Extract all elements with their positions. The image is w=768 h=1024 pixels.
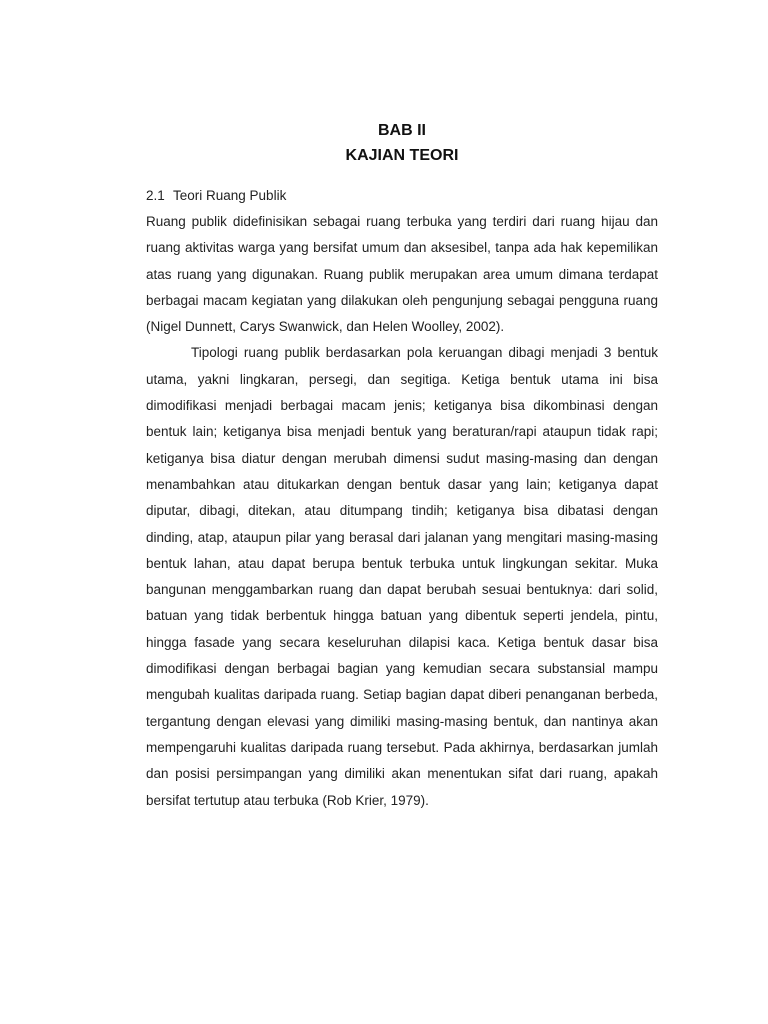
chapter-title: KAJIAN TEORI bbox=[345, 147, 459, 164]
chapter-label: BAB II bbox=[378, 122, 426, 139]
section-title: Teori Ruang Publik bbox=[173, 188, 287, 203]
body-paragraph: Tipologi ruang publik berdasarkan pola keruangan dibagi menjadi 3 bentuk utama, yakni lingkaran, persegi, dan segitiga. Ketiga bentuk utama ini bisa dimodifikasi menjadi berbagai macam jenis; ketiganya bisa dikombinasi dengan bentuk lain; ketiganya bisa menjadi bentuk yang beraturan/rapi ataupun tidak rapi; ketiganya bisa diatur dengan merubah dimensi sudut masing-masing dan dengan menambahkan atau ditukarkan dengan bentuk dasar yang lain; ketiganya dapat diputar, dibagi, ditekan, atau ditumpang tindih; ketiganya bisa dibatasi dengan dinding, atap, ataupun pilar yang berasal dari jalanan yang mengitari masing-masing bentuk lahan, atau dapat berupa bentuk terbuka untuk lingkungan sekitar. Muka bangunan menggambarkan ruang dan dapat berubah sesuai bentuknya: dari solid, batuan yang tidak berbentuk hingga batuan yang dibentuk seperti jendela, pintu, hingga fasade yang secara keseluruhan dilapisi kaca. Ketiga bentuk dasar bisa dimodifikasi dengan berbagai bagian yang kemudian secara substansial mampu mengubah kualitas daripada ruang. Setiap bagian dapat diberi penanganan berbeda, tergantung dengan elevasi yang dimiliki masing-masing bentuk, dan nantinya akan mempengaruhi kualitas daripada ruang tersebut. Pada akhirnya, berdasarkan jumlah dan posisi persimpangan yang dimiliki akan menentukan sifat dari ruang, apakah bersifat tertutup atau terbuka (Rob Krier, 1979). bbox=[146, 345, 658, 808]
body-paragraph: Ruang publik didefinisikan sebagai ruang terbuka yang terdiri dari ruang hijau dan ruang aktivitas warga yang bersifat umum dan aksesibel, tanpa ada hak kepemilikan atas ruang yang digunakan. Ruang publik merupakan area umum dimana terdapat berbagai macam kegiatan yang dilakukan oleh pengunjung sebagai pengguna ruang (Nigel Dunnett, Carys Swanwick, dan Helen Woolley, 2002). bbox=[146, 214, 658, 335]
page-content bbox=[146, 118, 658, 814]
section-heading bbox=[146, 183, 658, 209]
section-number: 2.1 bbox=[146, 188, 165, 203]
